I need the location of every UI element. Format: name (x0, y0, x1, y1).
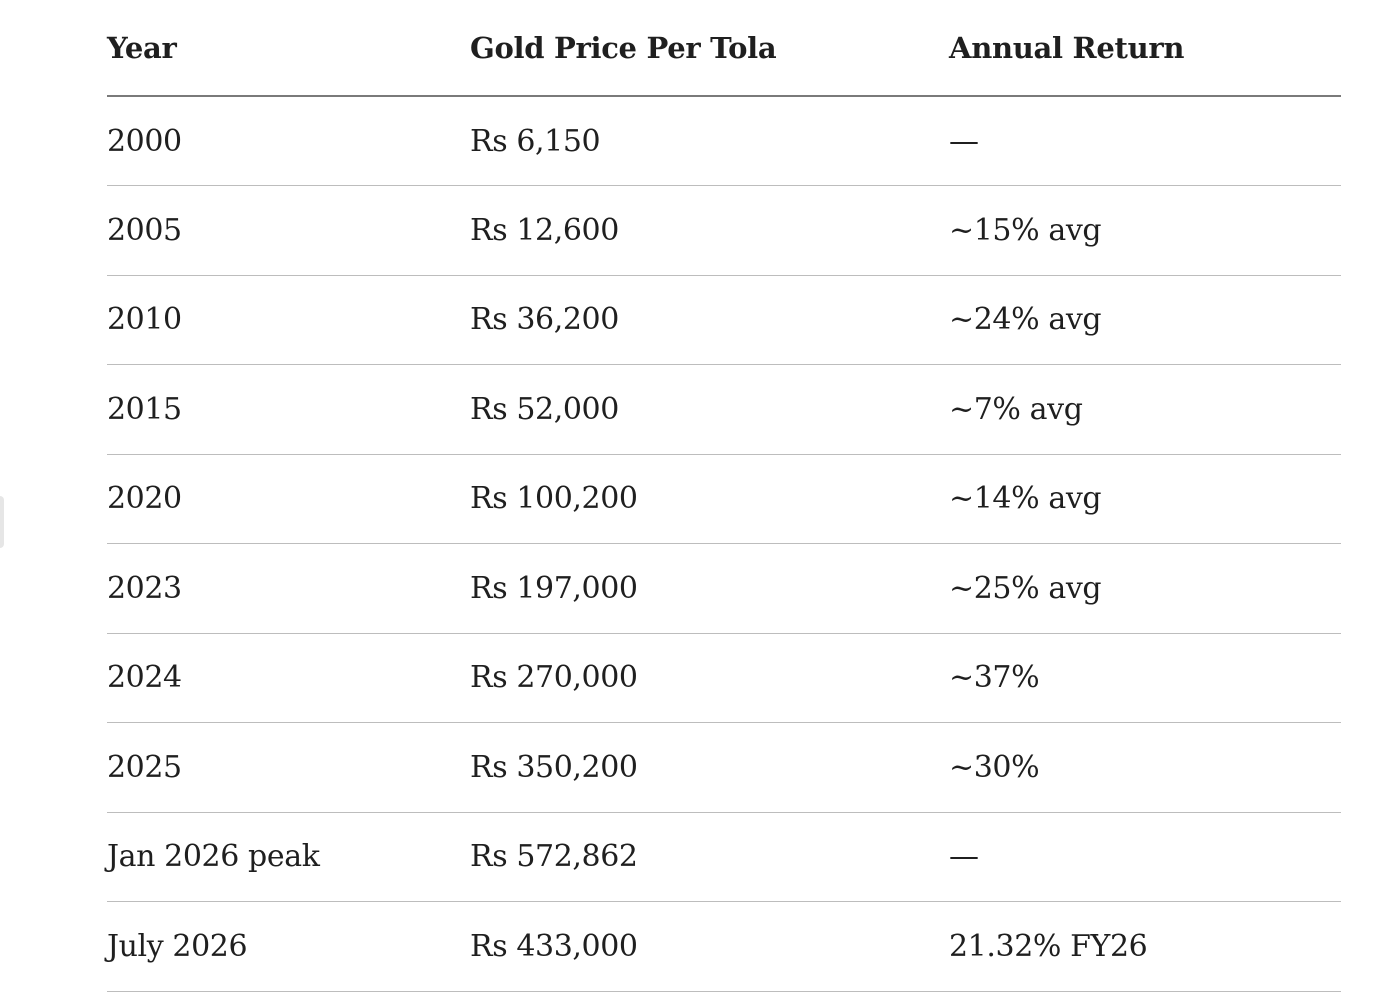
table-body (107, 96, 1341, 991)
cell-year: 2015 (107, 365, 470, 455)
cell-return: ~25% avg (949, 544, 1341, 634)
table-row (107, 633, 1341, 723)
cell-return: 21.32% FY26 (949, 902, 1341, 992)
gold-price-table (107, 0, 1341, 992)
cell-year: 2000 (107, 96, 470, 186)
cell-return: ~37% (949, 633, 1341, 723)
cell-price: Rs 100,200 (470, 454, 949, 544)
cell-price: Rs 36,200 (470, 275, 949, 365)
cell-year: 2005 (107, 186, 470, 276)
table-row (107, 96, 1341, 186)
cell-year: 2025 (107, 723, 470, 813)
cell-price: Rs 12,600 (470, 186, 949, 276)
header-annual-return: Annual Return (949, 0, 1341, 96)
cell-return: ~24% avg (949, 275, 1341, 365)
cell-year: 2024 (107, 633, 470, 723)
cell-price: Rs 350,200 (470, 723, 949, 813)
cell-price: Rs 433,000 (470, 902, 949, 992)
cell-year: 2023 (107, 544, 470, 634)
table-row (107, 723, 1341, 813)
cell-year: 2010 (107, 275, 470, 365)
table-row (107, 365, 1341, 455)
table-row (107, 186, 1341, 276)
cell-return: ~14% avg (949, 454, 1341, 544)
left-edge-handle (0, 496, 4, 548)
table-row (107, 812, 1341, 902)
cell-price: Rs 572,862 (470, 812, 949, 902)
cell-price: Rs 52,000 (470, 365, 949, 455)
cell-year: 2020 (107, 454, 470, 544)
table-header (107, 0, 1341, 96)
cell-return: ~7% avg (949, 365, 1341, 455)
table-row (107, 902, 1341, 992)
table-row (107, 275, 1341, 365)
cell-price: Rs 6,150 (470, 96, 949, 186)
cell-price: Rs 270,000 (470, 633, 949, 723)
cell-return: — (949, 812, 1341, 902)
cell-year: Jan 2026 peak (107, 812, 470, 902)
cell-return: — (949, 96, 1341, 186)
header-row (107, 0, 1341, 96)
cell-year: July 2026 (107, 902, 470, 992)
cell-return: ~15% avg (949, 186, 1341, 276)
table-row (107, 454, 1341, 544)
cell-price: Rs 197,000 (470, 544, 949, 634)
table-row (107, 544, 1341, 634)
cell-return: ~30% (949, 723, 1341, 813)
header-year: Year (107, 0, 470, 96)
header-gold-price: Gold Price Per Tola (470, 0, 949, 96)
